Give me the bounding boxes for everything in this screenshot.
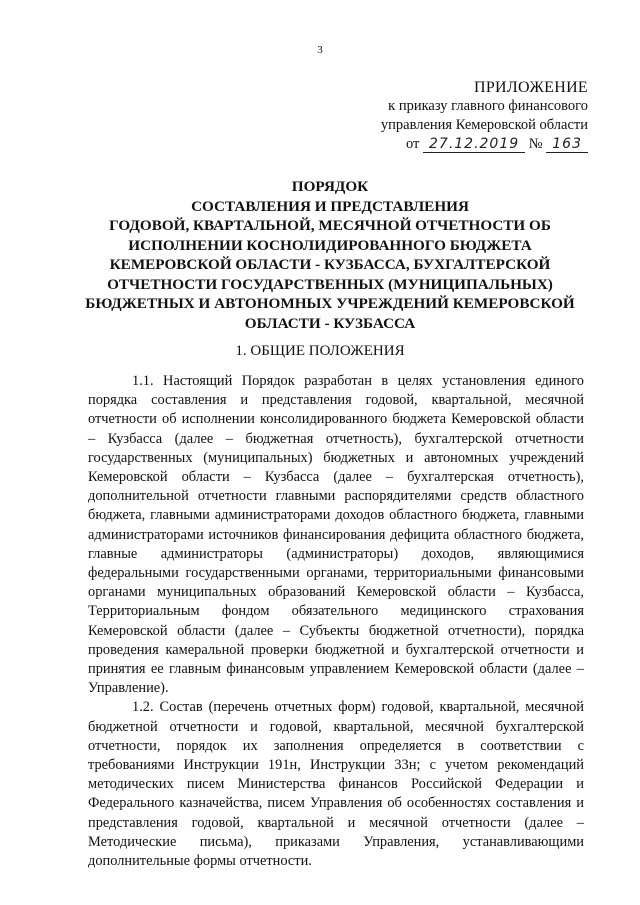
appendix-line-2: управления Кемеровской области bbox=[380, 117, 588, 133]
title-line: КЕМЕРОВСКОЙ ОБЛАСТИ - КУЗБАССА, БУХГАЛТЕРСКОЙ bbox=[109, 256, 551, 273]
paragraph-1-2: 1.2. Состав (перечень отчетных форм) годовой, квартальной, месячной бюджетной отчетности и годовой, квартальной, месячной бухгалтерской отчетности, порядок их заполнения определяется в соответствии с требованиями Инструкции 191н, Инструкции 33н; с учетом рекомендаций методических писем Министерства финансов Российской Федерации и Федерального казначейства, писем Управления об особенностях составления и представления годовой, квартальной и месячной отчетности (далее – Методические письма), приказами Управления, устанавливающими дополнительные формы отчетности. bbox=[88, 699, 584, 870]
handwritten-number: 163 bbox=[546, 136, 588, 153]
appendix-block bbox=[381, 78, 588, 154]
number-prefix: № bbox=[528, 136, 543, 152]
title-line: БЮДЖЕТНЫХ И АВТОНОМНЫХ УЧРЕЖДЕНИЙ КЕМЕРОВСКОЙ bbox=[85, 295, 575, 312]
title-line: ГОДОВОЙ, КВАРТАЛЬНОЙ, МЕСЯЧНОЙ ОТЧЕТНОСТИ ОБ bbox=[109, 217, 551, 234]
appendix-title: ПРИЛОЖЕНИЕ bbox=[473, 79, 588, 96]
document-body bbox=[88, 372, 584, 871]
title-line: ИСПОЛНЕНИИ КОСНОЛИДИРОВАННОГО БЮДЖЕТА bbox=[128, 236, 532, 254]
title-line: ПОРЯДОК bbox=[291, 178, 369, 195]
title-line: ОБЛАСТИ - КУЗБАССА bbox=[244, 314, 416, 332]
appendix-date-line bbox=[406, 135, 588, 154]
handwritten-date: 27.12.2019 bbox=[423, 136, 525, 153]
page-number: 3 bbox=[317, 44, 323, 56]
date-prefix: от bbox=[405, 136, 420, 152]
title-line: СОСТАВЛЕНИЯ И ПРЕДСТАВЛЕНИЯ bbox=[191, 197, 469, 215]
section-heading: 1. ОБЩИЕ ПОЛОЖЕНИЯ bbox=[235, 343, 405, 359]
document-title bbox=[80, 177, 580, 333]
appendix-line-1: к приказу главного финансового bbox=[388, 98, 588, 114]
title-line: ОТЧЕТНОСТИ ГОСУДАРСТВЕННЫХ (МУНИЦИПАЛЬНЫХ) bbox=[107, 275, 553, 293]
paragraph-1-1: 1.1. Настоящий Порядок разработан в целях установления единого порядка составления и представления годовой, квартальной, месячной отчетности об исполнении консолидированного бюджета Кемеровской области – Кузбасса (далее – бюджетная отчетность), бухгалтерской отчетности государственных (муниципальных) бюджетных и автономных учреждений Кемеровской области – Кузбасса (далее – бухгалтерская отчетность), дополнительной отчетности главными распорядителями средств областного бюджета, главными администраторами доходов областного бюджета, главными администраторами источников финансирования дефицита областного бюджета, главные администраторы (администраторы) доходов, являющимися федеральными государственными органами, территориальными финансовыми органами муниципальных образований Кемеровской области – Кузбасса, Территориальным фондом обязательного медицинского страхования Кемеровской области (далее – Субъекты бюджетной отчетности), порядка проведения камеральной проверки бюджетной и бухгалтерской отчетности и принятия ее главным финансовым управлением Кемеровской области (далее – Управление). bbox=[88, 373, 584, 697]
